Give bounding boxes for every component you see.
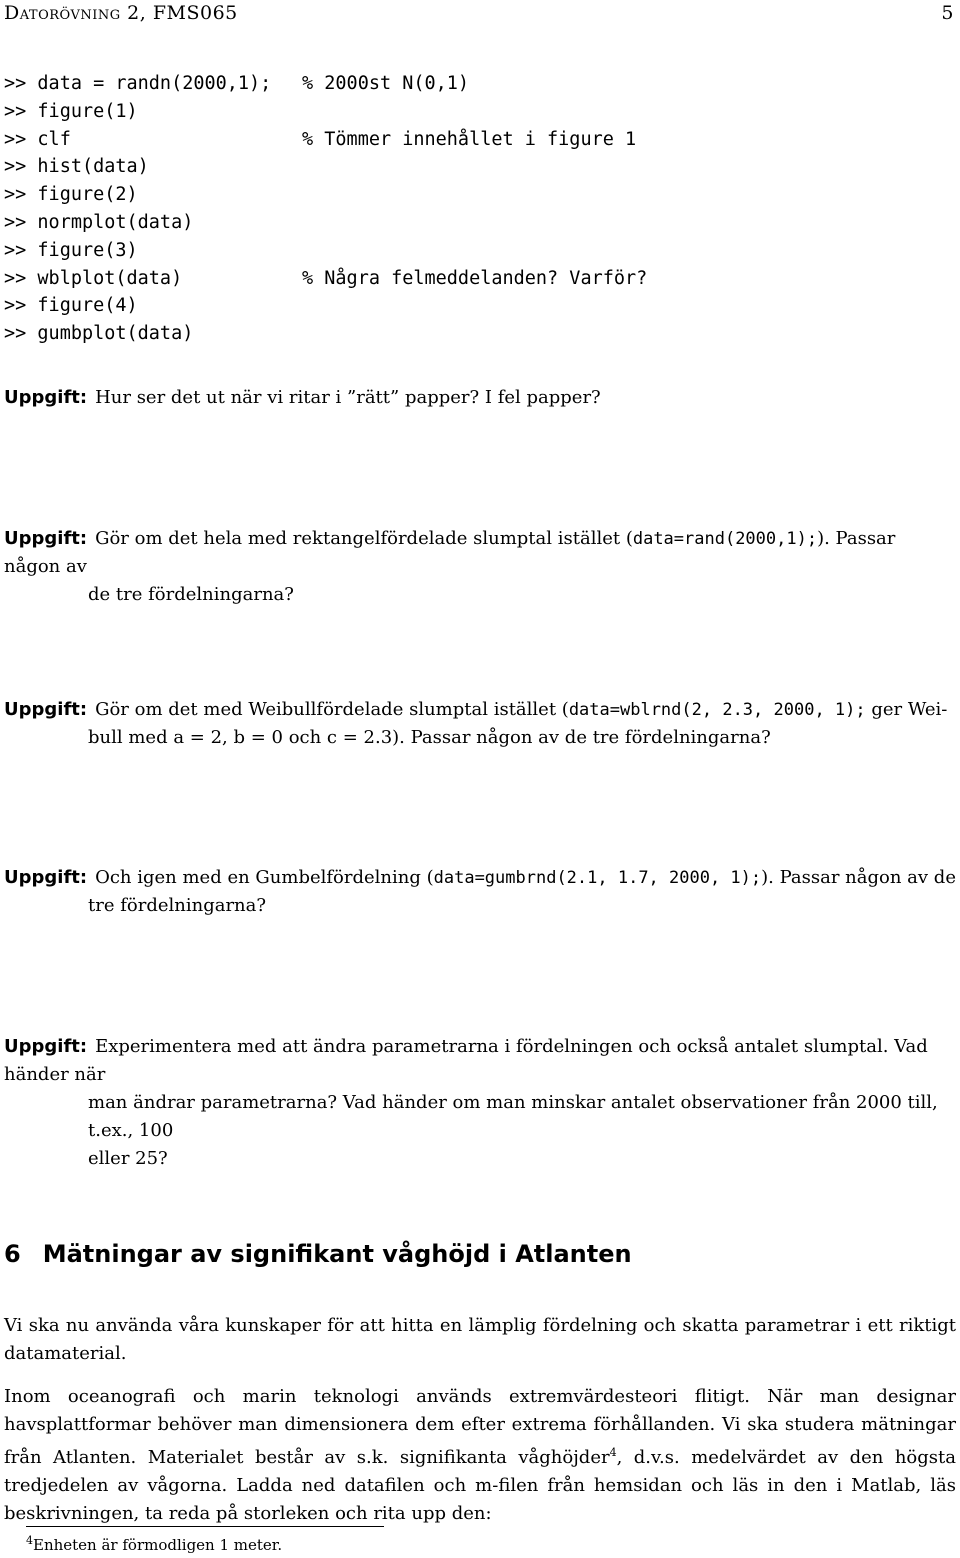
task-3: Uppgift: Gör om det med Weibullfördelade slumptal istället (data=wblrnd(2, 2.3, 2000, 1); ger Wei- bull med a = 2, b = 0 och c = 2.3). Passar någon av de tre fördelningarna?	[4, 699, 948, 748]
inline-code: data=wblrnd(2, 2.3, 2000, 1);	[568, 700, 866, 720]
page-header	[4, 2, 954, 32]
code-line: >> figure(3)	[4, 239, 138, 261]
task-label: Uppgift:	[4, 528, 88, 549]
footnote-ref: 4	[609, 1446, 617, 1459]
code-line: >> normplot(data)	[4, 211, 194, 233]
section-title: Mätningar av signifikant våghöjd i Atlanten	[42, 1240, 632, 1268]
section-number: 6	[4, 1240, 21, 1268]
task-5: Uppgift: Experimentera med att ändra parametrarna i fördelningen och också antalet slumptal. Vad händer när man ändrar parametrarna? Vad händer om man minskar antalet observationer från 2000 till, t.ex., 100 eller 25?	[4, 1036, 938, 1169]
code-line: >> gumbplot(data)	[4, 323, 194, 345]
code-line: >> figure(2)	[4, 184, 138, 206]
footnote-rule	[26, 1526, 384, 1527]
page-number: 5	[941, 2, 954, 24]
code-line: >> wblplot(data) % Några felmeddelanden? Varför?	[4, 267, 648, 289]
matlab-code-block	[4, 70, 648, 348]
task-text: Hur ser det ut när vi ritar i ”rätt” papper? I fel papper?	[95, 387, 601, 408]
task-2: Uppgift: Gör om det hela med rektangelfördelade slumptal istället (data=rand(2000,1);). Passar någon av de tre fördelningarna?	[4, 528, 896, 605]
inline-code: data=rand(2000,1);	[632, 529, 818, 549]
task-label: Uppgift:	[4, 867, 88, 888]
footnote-text: Enheten är förmodligen 1 meter.	[33, 1536, 283, 1554]
footnote	[26, 1534, 282, 1554]
code-line: >> clf % Tömmer innehållet i figure 1	[4, 128, 637, 150]
task-label: Uppgift:	[4, 387, 88, 408]
task-4: Uppgift: Och igen med en Gumbelfördelning (data=gumbrnd(2.1, 1.7, 2000, 1);). Passar någon av de tre fördelningarna?	[4, 867, 956, 916]
section-heading	[4, 1240, 632, 1268]
code-line: >> figure(4)	[4, 295, 138, 317]
code-line: >> figure(1)	[4, 100, 138, 122]
code-line: >> data = randn(2000,1); % 2000st N(0,1)	[4, 73, 470, 94]
footnote-mark: 4	[26, 1534, 33, 1547]
task-1	[4, 384, 956, 412]
paragraph-intro: Vi ska nu använda våra kunskaper för att hitta en lämplig fördelning och skatta parametrar i ett riktigt datamaterial.	[4, 1315, 956, 1364]
task-label: Uppgift:	[4, 1036, 88, 1057]
task-label: Uppgift:	[4, 699, 88, 720]
paragraph-oceanography: Inom oceanografi och marin teknologi används extremvärdesteori flitigt. När man designar havsplattformar behöver man dimensionera dem efter extrema förhållanden. Vi ska studera mätningar från Atlanten. Materialet består av s.k. signifikanta våghöjder$^4$, d.v.s. medelvärdet av den högsta tredjedelen av vågorna. Ladda ned datafilen och m-filen från hemsidan och läs in den i Matlab, läs beskrivningen, ta reda på storleken och rita upp den:	[4, 1386, 956, 1524]
header-title: Datorövning 2, FMS065	[4, 2, 238, 24]
code-line: >> hist(data)	[4, 156, 149, 178]
inline-code: data=gumbrnd(2.1, 1.7, 2000, 1);	[433, 868, 762, 888]
